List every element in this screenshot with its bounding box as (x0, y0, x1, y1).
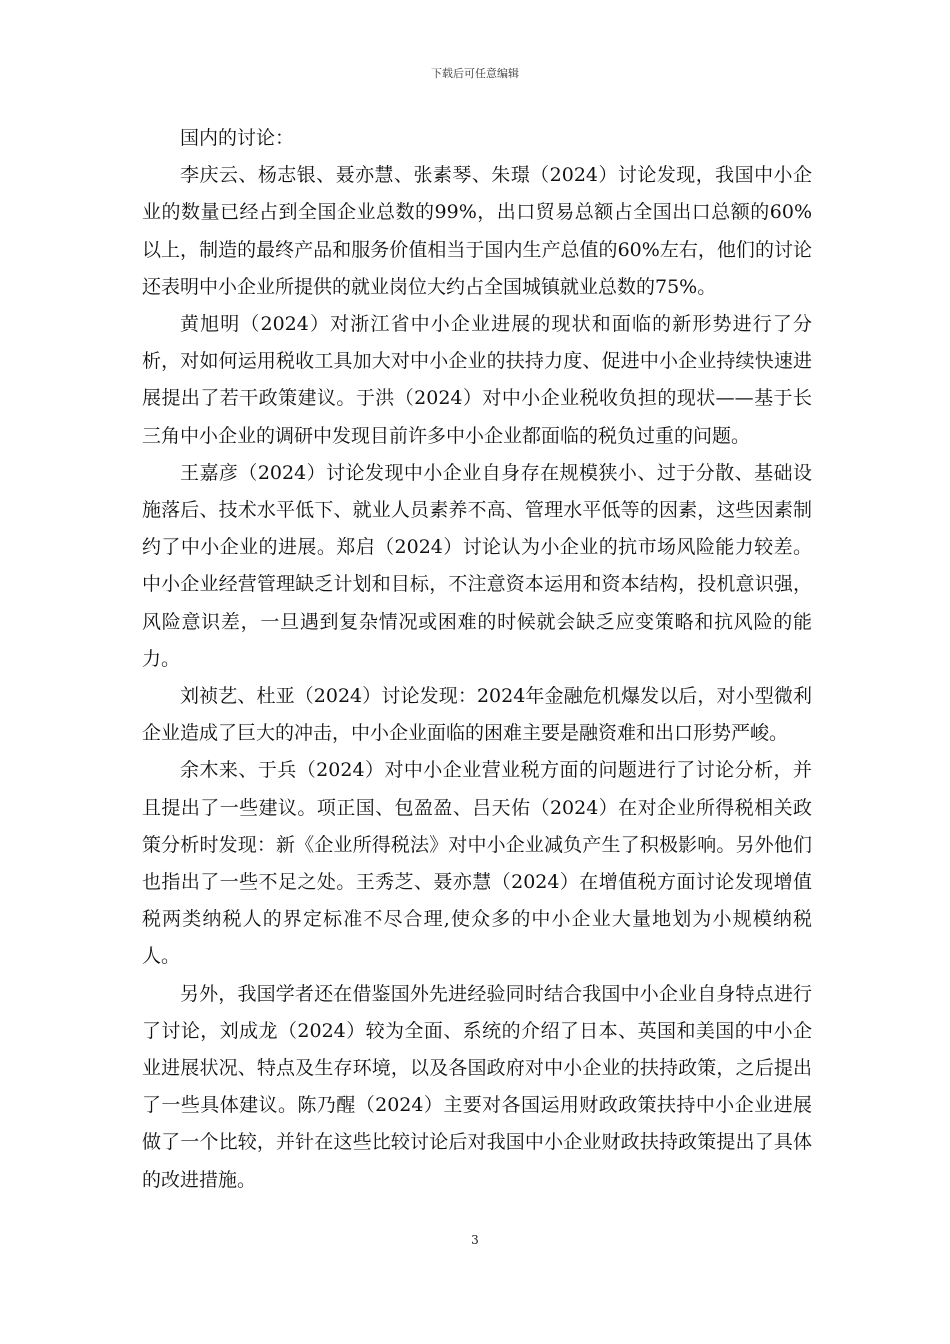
paragraph: 李庆云、杨志银、聂亦慧、张素琴、朱璟（2024）讨论发现，我国中小企业的数量已经占到全国企业总数的99%，出口贸易总额占全国出口总额的60%以上，制造的最终产品和服务价值相当于国内生产总值的60%左右，他们的讨论还表明中小企业所提供的就业岗位大约占全国城镇就业总数的75%。 (142, 164, 812, 298)
paragraph: 刘祯艺、杜亚（2024）讨论发现：2024年金融危机爆发以后，对小型微利企业造成了巨大的冲击，中小企业面临的困难主要是融资难和出口形势严峻。 (142, 685, 812, 745)
paragraph: 余木来、于兵（2024）对中小企业营业税方面的问题进行了讨论分析，并且提出了一些建议。项正国、包盈盈、吕天佑（2024）在对企业所得税相关政策分析时发现：新《企业所得税法》对中小企业减负产生了积极影响。另外他们也指出了一些不足之处。王秀芝、聂亦慧（2024）在增值税方面讨论发现增值税两类纳税人的界定标准不尽合理,使众多的中小企业大量地划为小规模纳税人。 (142, 759, 812, 968)
section-heading: 国内的讨论： (180, 127, 295, 149)
document-body (142, 120, 812, 1199)
paragraph: 另外，我国学者还在借鉴国外先进经验同时结合我国中小企业自身特点进行了讨论，刘成龙（2024）较为全面、系统的介绍了日本、英国和美国的中小企业进展状况、特点及生存环境，以及各国政府对中小企业的扶持政策，之后提出了一些具体建议。陈乃醒（2024）主要对各国运用财政政策扶持中小企业进展做了一个比较，并针在这些比较讨论后对我国中小企业财政扶持政策提出了具体的改进措施。 (142, 982, 812, 1191)
page-header: 下载后可任意编辑 (431, 67, 519, 80)
paragraph: 黄旭明（2024）对浙江省中小企业进展的现状和面临的新形势进行了分析，对如何运用税收工具加大对中小企业的扶持力度、促进中小企业持续快速进展提出了若干政策建议。于洪（2024）对中小企业税收负担的现状——基于长三角中小企业的调研中发现目前许多中小企业都面临的税负过重的问题。 (142, 313, 812, 447)
page-number: 3 (471, 1233, 479, 1247)
paragraph: 王嘉彦（2024）讨论发现中小企业自身存在规模狭小、过于分散、基础设施落后、技术水平低下、就业人员素养不高、管理水平低等的因素，这些因素制约了中小企业的进展。郑启（2024）讨论认为小企业的抗市场风险能力较差。中小企业经营管理缺乏计划和目标，不注意资本运用和资本结构，投机意识强，风险意识差，一旦遇到复杂情况或困难的时候就会缺乏应变策略和抗风险的能力。 (142, 461, 812, 670)
